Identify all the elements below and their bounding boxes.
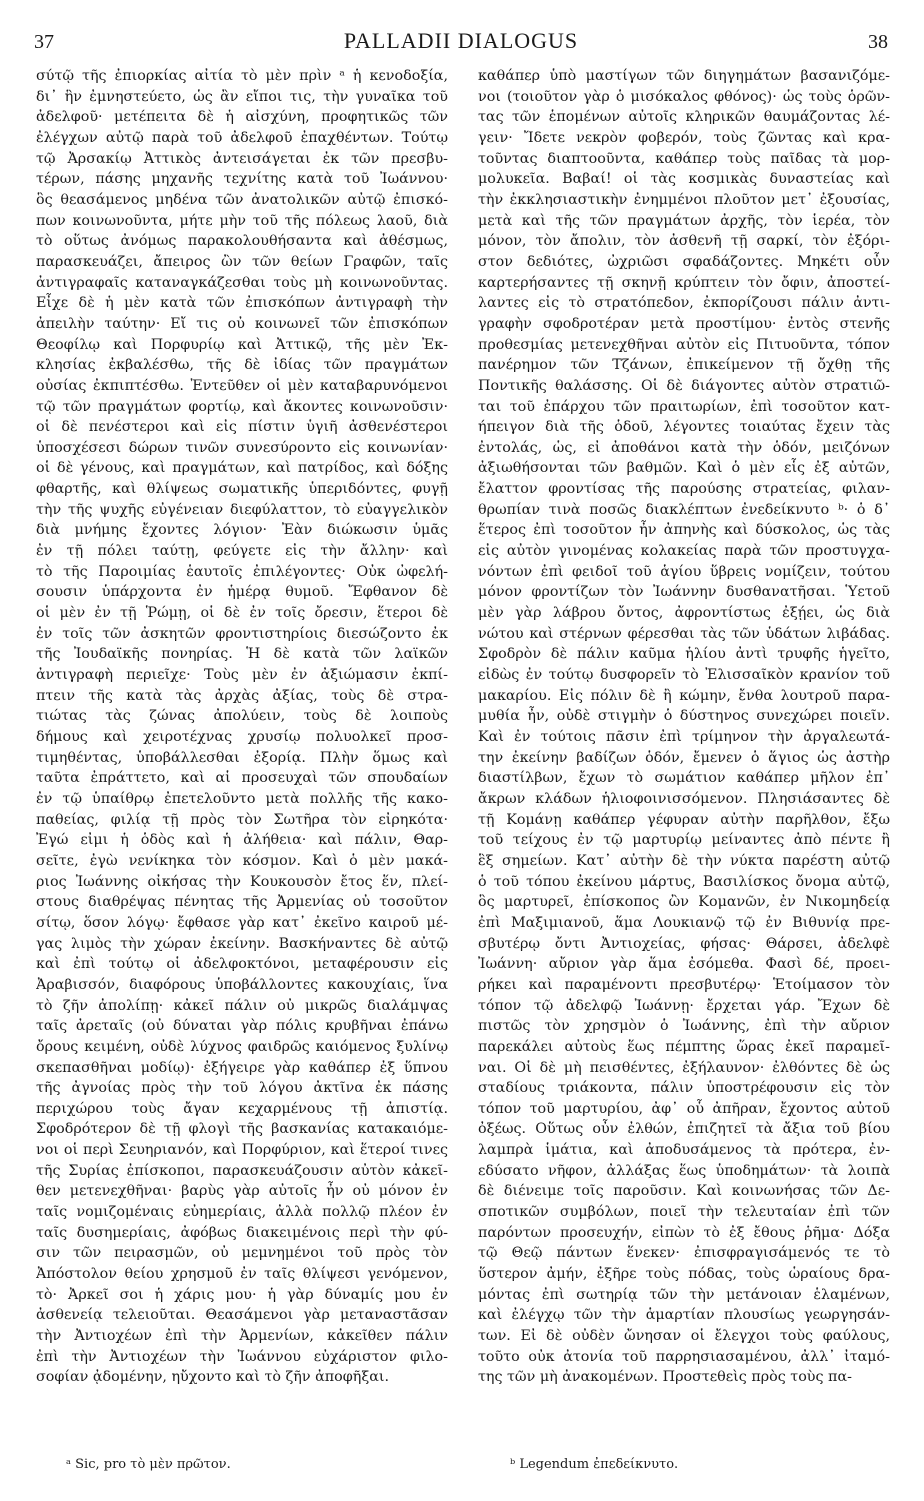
text-line: τὸ· Ἀρκεῖ σοι ἡ χάρις μου· ἡ γὰρ δύναμίς μου ἐν: [36, 1286, 448, 1303]
text-line: Ἐγώ εἰμι ἡ ὁδὸς καὶ ἡ ἀλήθεια· καὶ πάλιν, Θαρ-: [36, 832, 448, 849]
text-line: ἀντιγραφαῖς καταναγκάζεσθαι τοὺς μὴ κοινωνοῦντας.: [36, 274, 448, 291]
text-line: σταδίους τριάκοντα, πάλιν ὑποστρέφουσιν εἰς τὸν: [478, 1080, 890, 1097]
text-line: τας τῶν ἑπομένων αὐτοῖς κληρικῶν θαυμάζοντας λέ-: [478, 109, 890, 126]
footnote-b: ᵇ Legendum ἐπεδείκνυτο.: [510, 1457, 679, 1472]
text-line: ρήκει καὶ παραμένοντι πρεσβυτέρῳ· Ἑτοίμασον τὸν: [478, 976, 890, 993]
text-line: γειν· Ἴδετε νεκρὸν φοβερόν, τοὺς ζῶντας καὶ κρα-: [478, 129, 890, 146]
text-line: σβυτέρῳ ὄντι Ἀντιοχείας, φήσας· Θάρσει, ἀδελφὲ: [478, 935, 890, 952]
text-line: νοι (τοιοῦτον γὰρ ὁ μισόκαλος φθόνος)· ὡς τοὺς ὁρῶν-: [478, 88, 890, 105]
text-line: Εἶχε δὲ ἡ μὲν κατὰ τῶν ἐπισκόπων ἀντιγραφὴ τὴν: [36, 295, 448, 312]
text-line: Καὶ ἐν τούτοις πᾶσιν ἐπὶ τρίμηνον τὴν ἀργαλεωτά-: [478, 729, 890, 745]
text-line: εἰδὼς ἐν τούτῳ δυσφορεῖν τὸ Ἐλισσαῖκὸν κρανίον τοῦ: [478, 667, 890, 684]
text-line: Ἰωάννη· αὔριον γὰρ ἅμα ἐσόμεθα. Φασὶ δέ, προει-: [478, 956, 890, 973]
text-line: τῆς Ἰουδαϊκῆς πονηρίας. Ἡ δὲ κατὰ τῶν λαϊκῶν: [36, 646, 448, 663]
text-line: πων κοινωνοῦντα, μήτε μὴν τοῦ τῆς πόλεως λαοῦ, διὰ: [36, 212, 448, 229]
text-line: παρόντων προσευχήν, εἰπὼν τὸ ἐξ ἔθους ῥῆμα· Δόξα: [478, 1224, 890, 1241]
text-line: ἀσθενείᾳ τελειοῦται. Θεασάμενοι γὰρ μεταναστᾶσαν: [36, 1307, 448, 1324]
text-line: μόνον, τὸν ἄπολιν, τὸν ἀσθενῆ τῇ σαρκί, τὸν ἐξόρι-: [478, 233, 890, 250]
text-line: ριος Ἰωάννης οἰκήσας τὴν Κουκουσὸν ἔτος ἕν, πλεί-: [36, 873, 448, 890]
text-line: τὴν τῆς ψυχῆς εὐγένειαν διεφύλαττον, τὸ εὐαγγελικὸν: [36, 501, 448, 518]
right-text-column: [478, 66, 890, 1388]
text-line: καθάπερ ὑπὸ μαστίγων τῶν διηγημάτων βασανιζόμε-: [478, 68, 890, 84]
text-line: ὕστερον ἀμήν, ἐξῆρε τοὺς πόδας, τοὺς ὡραίους δρα-: [478, 1266, 890, 1283]
text-line: δήμους καὶ χειροτέχνας χρυσίῳ πολυολκεῖ προσ-: [36, 729, 448, 745]
text-line: τὴν Ἀντιοχέων ἐπὶ τὴν Ἀρμενίων, κἀκεῖθεν πάλιν: [36, 1328, 448, 1345]
text-line: τόπον τῷ ἀδελφῷ Ἰωάννῃ· ἔρχεται γάρ. Ἔχων δὲ: [478, 997, 890, 1014]
text-line: μὲν γὰρ λάβρου ὄντος, ἀφροντίστως ἐξῄει, ὡς διὰ: [478, 605, 890, 622]
text-line: τοῦτο οὐκ ἀτονία τοῦ παρρησιασαμένου, ἀλλ᾽ ἰταμό-: [478, 1348, 890, 1365]
text-line: σουσιν ὑπάρχοντα ἐν ἡμέρᾳ θυμοῦ. Ἔφθανον δὲ: [36, 584, 448, 601]
text-line: τοῦ τείχους ἐν τῷ μαρτυρίῳ μείναντες ἀπὸ πέντε ἢ: [478, 832, 890, 849]
text-line: ταῖς δυσημερίαις, ἀφόβως διακειμένοις περὶ τὴν φύ-: [36, 1224, 448, 1241]
text-line: ἐπὶ Μαξιμιανοῦ, ἅμα Λουκιανῷ τῷ ἐν Βιθυνίᾳ πρε-: [478, 914, 890, 931]
text-line: οὐσίας ἐκπιπτέσθω. Ἐντεῦθεν οἱ μὲν καταβαρυνόμενοι: [36, 377, 448, 394]
text-line: ἄκρων κλάδων ἡλιοφοινισσόμενον. Πλησιάσαντες δὲ: [478, 790, 890, 807]
text-line: μόνον φροντίζων τὸν Ἰωάννην δυσθανατῆσαι. Ὑετοῦ: [478, 584, 890, 601]
text-line: μυθία ἦν, οὐδὲ στιγμὴν ὁ δύστηνος συνεχώρει ποιεῖν.: [478, 708, 890, 725]
text-line: τέρων, πάσης μηχανῆς τεχνίτης κατὰ τοῦ Ἰωάννου·: [36, 171, 448, 188]
text-line: πτειν τῆς κατὰ τὰς ἀρχὰς ἀξίας, τοὺς δὲ στρα-: [36, 687, 448, 704]
text-line: Ποντικῆς θαλάσσης. Οἱ δὲ διάγοντες αὐτὸν στρατιῶ-: [478, 377, 890, 394]
text-line: διὰ μνήμης ἔχοντες λόγιον· Ἐὰν διώκωσιν ὑμᾶς: [36, 522, 448, 539]
right-page-number: 38: [867, 31, 888, 53]
text-line: μακαρίου. Εἰς πόλιν δὲ ἢ κώμην, ἔνθα λουτροῦ παρα-: [478, 687, 890, 704]
text-line: ἀπειλὴν ταύτην· Εἴ τις οὐ κοινωνεῖ τῶν ἐπισκόπων: [36, 315, 448, 332]
text-line: γας λιμὸς τὴν χώραν ἐκείνην. Βασκήναντες δὲ αὐτῷ: [36, 935, 448, 952]
page-header: [34, 28, 888, 54]
text-line: νόντων ἐπὶ φειδοῖ τοῦ ἁγίου ὕβρεις νομίζειν, τούτου: [478, 563, 890, 580]
text-line: παρεκάλει αὐτοὺς ἕως πέμπτης ὥρας ἐκεῖ παραμεῖ-: [478, 1038, 890, 1055]
text-line: μόντας ἐπὶ σωτηρίᾳ τῶν τὴν μετάνοιαν ἑλαμένων,: [478, 1286, 890, 1303]
text-line: ὃς μαρτυρεῖ, ἐπίσκοπος ὢν Κομανῶν, ἐν Νικομηδείᾳ: [478, 894, 890, 911]
text-line: ἐλέγχων αὐτῷ παρὰ τοῦ ἀδελφοῦ ἐπαχθέντων. Τούτῳ: [36, 129, 448, 146]
text-line: Ἀπόστολον θείου χρησμοῦ ἐν ταῖς θλίψεσι γενόμενον,: [36, 1266, 448, 1283]
running-title: PALLADII DIALOGUS: [343, 28, 579, 53]
text-line: ταῦτα ἐπράττετο, καὶ αἱ προσευχαὶ τῶν σπουδαίων: [36, 770, 448, 787]
text-line: περιχώρου τοὺς ἄγαν κεχαρμένους τῇ ἀπιστίᾳ.: [36, 1100, 448, 1117]
text-line: τὴν ἐκκλησιαστικὴν ἐνημμένοι πλοῦτον μετ᾽ ἐξουσίας,: [478, 191, 890, 208]
footnotes: [0, 1457, 924, 1481]
text-line: μολυκεῖα. Βαβαί! οἱ τὰς κοσμικὰς δυναστείας καὶ: [478, 171, 890, 188]
text-line: θρωπίαν τινὰ ποσῶς διακλέπτων ἐνεδείκνυτο ᵇ· ὁ δ᾽: [478, 501, 890, 518]
text-line: σύτῷ τῆς ἐπιορκίας αἰτία τὸ μὲν πρὶν ᵃ ἡ κενοδοξία,: [36, 68, 448, 84]
text-line: τὸ τῆς Παροιμίας ἑαυτοῖς ἐπιλέγοντες· Οὐκ ὠφελή-: [36, 563, 448, 580]
text-line: οἱ δὲ γένους, καὶ πραγμάτων, καὶ πατρίδος, καὶ δόξης: [36, 460, 448, 477]
text-line: Σφοδρὸν δὲ πάλιν καῦμα ἡλίου ἀντὶ τρυφῆς ἡγεῖτο,: [478, 646, 890, 663]
text-line: ταῖς ἀρεταῖς (οὐ δύναται γὰρ πόλις κρυβῆναι ἐπάνω: [36, 1018, 448, 1035]
text-line: δὲ διένειμε τοῖς παροῦσιν. Καὶ κοινωνήσας τῶν Δε-: [478, 1183, 890, 1200]
footnote-a: ᵃ Sic, pro τὸ μὲν πρῶτον.: [66, 1457, 231, 1472]
text-line: τιώτας τὰς ζώνας ἀπολύειν, τοὺς δὲ λοιποὺς: [36, 708, 448, 725]
text-line: φθαρτῆς, καὶ θλίψεως σωματικῆς ὑπεριδόντες, φυγῇ: [36, 481, 448, 498]
text-line: δι᾽ ἣν ἐμνηστεύετο, ὡς ἂν εἴποι τις, τὴν γυναῖκα τοῦ: [36, 88, 448, 105]
text-line: παρασκευάζει, ἄπειρος ὢν τῶν θείων Γραφῶν, ταῖς: [36, 253, 448, 270]
text-line: σοφίαν ᾀδομένην, ηὔχοντο καὶ τὸ ζῆν ἀποφῆξαι.: [36, 1369, 390, 1386]
text-line: ὃς θεασάμενος μηδένα τῶν ἀνατολικῶν αὐτῷ ἐπισκό-: [36, 191, 448, 208]
text-line: οἱ μὲν ἐν τῇ Ῥώμῃ, οἱ δὲ ἐν τοῖς ὄρεσιν, ἕτεροι δὲ: [36, 605, 448, 622]
text-line: ήπειγον διὰ τῆς ὁδοῦ, λέγοντες τοιαύτας ἔχειν τὰς: [478, 419, 890, 436]
text-line: ἐπὶ τὴν Ἀντιοχέων τὴν Ἰωάννου εὐχάριστον φιλο-: [36, 1348, 448, 1365]
text-line: καὶ ἐπὶ τούτῳ οἱ ἀδελφοκτόνοι, μεταφέρουσιν εἰς: [36, 956, 448, 973]
text-line: τῷ τῶν πραγμάτων φορτίῳ, καὶ ἄκοντες κοινωνοῦσιν·: [36, 398, 448, 415]
text-line: τῆς ἀγνοίας πρὸς τὴν τοῦ λόγου ἀκτῖνα ἐκ πάσης: [36, 1080, 448, 1097]
text-line: τόπον τοῦ μαρτυρίου, ἀφ᾽ οὗ ἀπῆραν, ἔχοντος αὐτοῦ: [478, 1100, 890, 1117]
text-line: ὁ τοῦ τόπου ἐκείνου μάρτυς, Βασιλίσκος ὄνομα αὐτῷ,: [478, 873, 890, 890]
text-line: νοι οἱ περὶ Σευηριανόν, καὶ Πορφύριον, καὶ ἕτεροί τινες: [36, 1142, 448, 1159]
text-line: τῷ Ἀρσακίῳ Ἀττικὸς ἀντεισάγεται ἐκ τῶν πρεσβυ-: [36, 150, 448, 167]
text-line: οἱ δὲ πενέστεροι καὶ εἰς πίστιν ὑγιῆ ἀσθενέστεροι: [36, 419, 448, 436]
text-line: σκεπασθῆναι μοδίῳ)· ἐξήγειρε γὰρ καθάπερ ἐξ ὕπνου: [36, 1059, 448, 1076]
text-line: σίτῳ, ὅσον λόγῳ· ἔφθασε γὰρ κατ᾽ ἐκεῖνο καιροῦ μέ-: [36, 914, 448, 931]
text-line: στον δεδιότες, ὠχριῶσι σφαδάζοντες. Μηκέτι οὖν: [478, 253, 890, 270]
text-line: εἰς αὐτὸν γινομένας κολακείας παρὰ τῶν προστυγχα-: [478, 543, 890, 560]
text-line: ἐν τοῖς τῶν ἀσκητῶν φροντιστηρίοις διεσώζοντο ἐκ: [36, 625, 448, 642]
text-line: ἀδελφοῦ· μετέπειτα δὲ ἡ αἰσχύνη, προφητικῶς τῶν: [36, 109, 448, 126]
text-line: ἀντιγραφὴ περιεῖχε· Τοὺς μὲν ἐν ἀξιώμασιν ἐκπί-: [36, 667, 448, 684]
text-line: μετὰ καὶ τῆς τῶν πραγμάτων ἀρχῆς, τὸν ἱερέα, τὸν: [478, 212, 890, 229]
text-line: την ἐκείνην βαδίζων ὁδόν, ἔμενεν ὁ ἅγιος ὡς ἀστὴρ: [478, 749, 890, 766]
text-line: ἐν τῷ ὑπαίθρῳ ἐπετελοῦντο μετὰ πολλῆς τῆς κακο-: [36, 790, 448, 807]
text-line: της τῶν μὴ ἀνακομένων. Προστεθεὶς πρὸς τοὺς πα-: [478, 1369, 852, 1386]
text-line: σεῖτε, ἐγὼ νενίκηκα τὸν κόσμον. Καὶ ὁ μὲν μακά-: [36, 852, 448, 869]
text-line: προθεσμίας μετενεχθῆναι αὐτὸν εἰς Πιτυοῦντα, τόπον: [478, 336, 890, 353]
text-line: σιν τῶν πειρασμῶν, οὐ μεμνημένοι τοῦ πρὸς τὸν: [36, 1245, 448, 1262]
text-line: ἀξιωθήσονται τῶν βαθμῶν. Καὶ ὁ μὲν εἷς ἐξ αὐτῶν,: [478, 460, 890, 477]
text-line: λαντες εἰς τὸ στρατόπεδον, ἐκπορίζουσι πάλιν ἀντι-: [478, 295, 890, 312]
text-line: ὑποσχέσεσι δώρων τινῶν συνεσύροντο εἰς κοινωνίαν·: [36, 439, 448, 456]
text-line: ἔλαττον φροντίσας τῆς παρούσης στρατείας, φιλαν-: [478, 481, 890, 498]
text-line: ται τοῦ ἐπάρχου τῶν πραιτωρίων, ἐπὶ τοσοῦτον κατ-: [478, 398, 890, 415]
text-line: εδύσατο νῆφον, ἀλλάξας ἕως ὑποδημάτων· τὰ λοιπὰ: [478, 1162, 890, 1179]
text-line: λαμπρὰ ἱμάτια, καὶ ἀποδυσάμενος τὰ πρότερα, ἐν-: [478, 1142, 890, 1159]
text-line: τῇ Κομάνῃ καθάπερ γέφυραν αὐτὴν παρῆλθον, ἔξω: [478, 811, 890, 828]
text-line: ἓξ σημείων. Κατ᾽ αὐτὴν δὲ τὴν νύκτα παρέστη αὐτῷ: [478, 852, 890, 869]
text-line: Ἀραβισσόν, διαφόρους ὑποβάλλοντες κακουχίαις, ἵνα: [36, 976, 448, 993]
text-line: καρτερήσαντες τῇ σκηνῇ κρύπτειν τὸν ὄφιν, ἀποστεί-: [478, 274, 890, 291]
left-text-column: [36, 66, 448, 1388]
text-line: πιστῶς τὸν χρησμὸν ὁ Ἰωάννης, ἐπὶ τὴν αὔριον: [478, 1018, 890, 1035]
text-line: σποτικῶν συμβόλων, ποιεῖ τὴν τελευταίαν ἐπὶ τῶν: [478, 1204, 890, 1221]
text-line: ὀξέως. Οὕτως οὖν ἐλθών, ἐπιζητεῖ τὰ ἄξια τοῦ βίου: [478, 1121, 890, 1138]
text-line: τὸ ζῆν ἀπολίπῃ· κἀκεῖ πάλιν οὐ μικρῶς διαλάμψας: [36, 997, 448, 1014]
text-line: ἐν τῇ πόλει ταύτῃ, φεύγετε εἰς τὴν ἄλλην· καὶ: [36, 543, 448, 560]
text-line: τῆς Συρίας ἐπίσκοποι, παρασκευάζουσιν αὐτὸν κἀκεῖ-: [36, 1162, 448, 1179]
text-line: θεν μετενεχθῆναι· βαρὺς γὰρ αὐτοῖς ἦν οὐ μόνον ἐν: [36, 1183, 448, 1200]
text-line: ταῖς νομιζομέναις εὐημερίαις, ἀλλὰ πολλῷ πλέον ἐν: [36, 1204, 448, 1221]
text-line: ναι. Οἱ δὲ μὴ πεισθέντες, ἐξήλαυνον· ἐλθόντες δὲ ὡς: [478, 1059, 890, 1076]
text-line: γραφὴν σφοδροτέραν μετὰ προστίμου· ἐντὸς στενῆς: [478, 315, 890, 332]
text-line: ἐντολάς, ὡς, εἰ ἀποθάνοι κατὰ τὴν ὁδόν, μειζόνων: [478, 439, 890, 456]
text-line: τὸ οὕτως ἀνόμως παρακολουθήσαντα καὶ ἀθέσμως,: [36, 233, 448, 250]
text-line: Σφοδρότερον δὲ τῇ φλογὶ τῆς βασκανίας κατακαιόμε-: [36, 1121, 448, 1138]
text-line: τῷ Θεῷ πάντων ἕνεκεν· ἐπισφραγισάμενός τε τὸ: [478, 1245, 890, 1262]
text-line: παθείας, φιλίᾳ τῇ πρὸς τὸν Σωτῆρα τὸν εἰρηκότα·: [36, 811, 448, 828]
text-line: τιμηθέντας, ὑποβάλλεσθαι ἐξορίᾳ. Πλὴν ὅμως καὶ: [36, 749, 448, 766]
text-line: κλησίας ἐκβαλέσθω, τῆς δὲ ἰδίας τῶν πραγμάτων: [36, 357, 448, 374]
text-line: πανέρημον τῶν Τζάνων, ἐπικείμενον τῇ ὄχθῃ τῆς: [478, 357, 890, 374]
text-line: ὄρους κειμένη, οὐδὲ λύχνος φαιδρῶς καιόμενος ξυλίνῳ: [36, 1038, 448, 1055]
text-line: καὶ ἐλέγχῳ τῶν τὴν ἁμαρτίαν πλουσίως γεωργησάν-: [478, 1307, 890, 1324]
text-line: Θεοφίλῳ καὶ Πορφυρίῳ καὶ Ἀττικῷ, τῆς μὲν Ἐκ-: [36, 336, 448, 353]
text-line: διαστίλβων, ἔχων τὸ σωμάτιον καθάπερ μῆλον ἐπ᾽: [478, 770, 890, 787]
text-line: τοῦντας διαπτοοῦντα, καθάπερ τοὺς παῖδας τὰ μορ-: [478, 150, 890, 167]
text-line: νώτου καὶ στέρνων φέρεσθαι τὰς τῶν ὑδάτων λιβάδας.: [478, 625, 890, 642]
text-line: ἕτερος ἐπὶ τοσοῦτον ἦν ἀπηνὴς καὶ δύσκολος, ὡς τὰς: [478, 522, 890, 539]
text-line: στους διαθρέψας πένητας τῆς Ἀρμενίας οὐ τοσοῦτον: [36, 894, 448, 911]
text-line: των. Εἰ δὲ οὐδὲν ὤνησαν οἱ ἔλεγχοι τοὺς φαύλους,: [478, 1328, 890, 1345]
left-page-number: 37: [34, 31, 54, 53]
